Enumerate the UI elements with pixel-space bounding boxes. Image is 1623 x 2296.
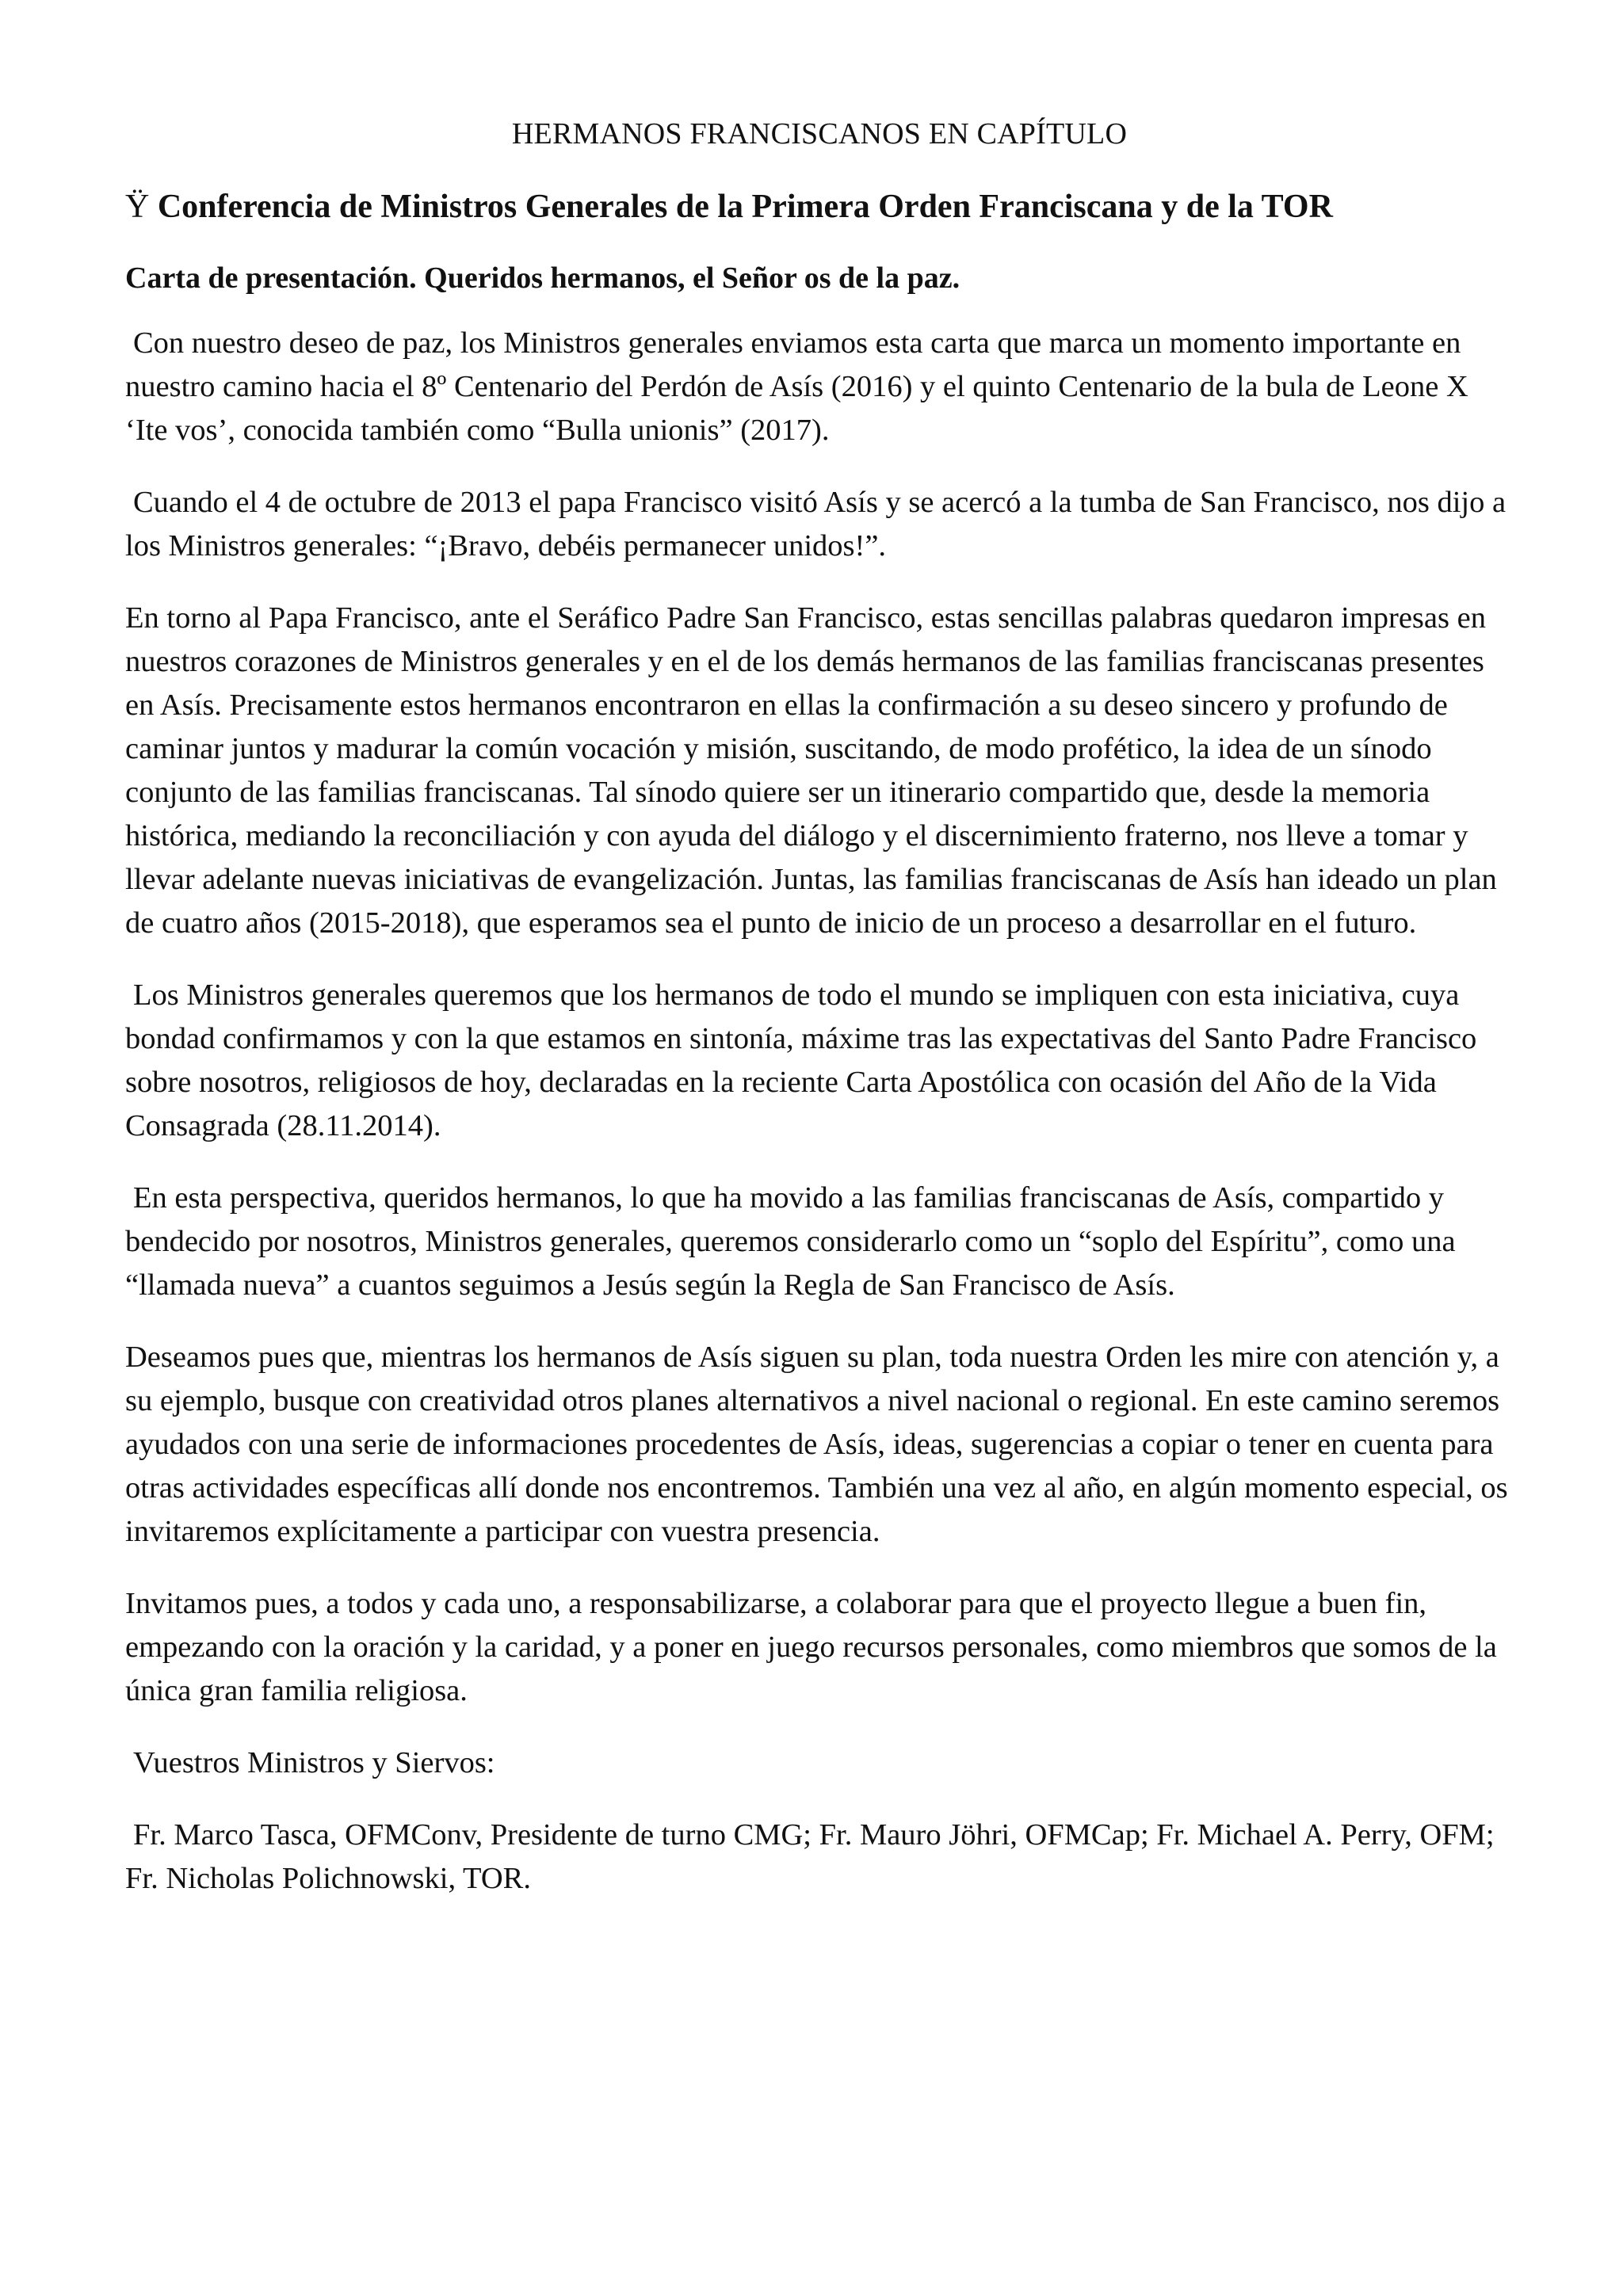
paragraph-perspective: En esta perspectiva, queridos hermanos, lo que ha movido a las familias franciscanas de Asís, compartido y bendecido por nosotros, Ministros generales, queremos considerarlo como un “soplo del Espíritu”, como una “llamada nueva” a cuantos seguimos a Jesús según la Regla de San Francisco de Asís. — [125, 1181, 1456, 1302]
document-subtitle: Carta de presentación. Queridos hermanos, el Señor os de la paz. — [125, 261, 960, 295]
paragraph-intro: Con nuestro deseo de paz, los Ministros generales enviamos esta carta que marca un momento importante en nuestro camino hacia el 8º Centenario del Perdón de Asís (2016) y el quinto Centenario de la bula de Leone X ‘Ite vos’, conocida también como “Bulla unionis” (2017). — [125, 326, 1468, 447]
running-header: HERMANOS FRANCISCANOS EN CAPÍTULO — [511, 117, 1128, 151]
closing-salutation: Vuestros Ministros y Siervos: — [133, 1746, 495, 1779]
title-bullet-glyph: Ÿ — [125, 189, 150, 225]
document-title — [125, 185, 1514, 228]
paragraph-plans: Deseamos pues que, mientras los hermanos de Asís siguen su plan, toda nuestra Orden les mire con atención y, a su ejemplo, busque con creatividad otros planes alternativos a nivel nacional o regional. En este camino seremos ayudados con una serie de informaciones procedentes de Asís, ideas, sugerencias a copiar o tener en cuenta para otras actividades específicas allí donde nos encontremos. También una vez al año, en algún momento especial, os invitaremos explícitamente a participar con vuestra presencia. — [125, 1341, 1508, 1548]
paragraph-invitation: Invitamos pues, a todos y cada uno, a responsabilizarse, a colaborar para que el proyecto llegue a buen fin, empezando con la oración y la caridad, y a poner en juego recursos personales, como miembros que somos de la única gran familia religiosa. — [125, 1587, 1497, 1707]
signatories: Fr. Marco Tasca, OFMConv, Presidente de turno CMG; Fr. Mauro Jöhri, OFMCap; Fr. Michael A. Perry, OFM; Fr. Nicholas Polichnowski, TOR. — [125, 1818, 1495, 1895]
document-body — [125, 114, 1514, 1929]
document-title-text: Conferencia de Ministros Generales de la Primera Orden Franciscana y de la TOR — [157, 189, 1333, 225]
paragraph-initiative: Los Ministros generales queremos que los hermanos de todo el mundo se impliquen con esta iniciativa, cuya bondad confirmamos y con la que estamos en sintonía, máxime tras las expectativas del Santo Padre Francisco sobre nosotros, religiosos de hoy, declaradas en la reciente Carta Apostólica con ocasión del Año de la Vida Consagrada (28.11.2014). — [125, 978, 1477, 1142]
paragraph-papal-visit: Cuando el 4 de octubre de 2013 el papa Francisco visitó Asís y se acercó a la tumba de San Francisco, nos dijo a los Ministros generales: “¡Bravo, debéis permanecer unidos!”. — [125, 486, 1507, 563]
paragraph-synod: En torno al Papa Francisco, ante el Seráfico Padre San Francisco, estas sencillas palabras quedaron impresas en nuestros corazones de Ministros generales y en el de los demás hermanos de las familias franciscanas presentes en Asís. Precisamente estos hermanos encontraron en ellas la confirmación a su deseo sincero y profundo de caminar juntos y madurar la común vocación y misión, suscitando, de modo profético, la idea de un sínodo conjunto de las familias franciscanas. Tal sínodo quiere ser un itinerario compartido que, desde la memoria histórica, mediando la reconciliación y con ayuda del diálogo y el discernimiento fraterno, nos lleve a tomar y llevar adelante nuevas iniciativas de evangelización. Juntas, las familias franciscanas de Asís han ideado un plan de cuatro años (2015-2018), que esperamos sea el punto de inicio de un proceso a desarrollar en el futuro. — [125, 601, 1497, 940]
